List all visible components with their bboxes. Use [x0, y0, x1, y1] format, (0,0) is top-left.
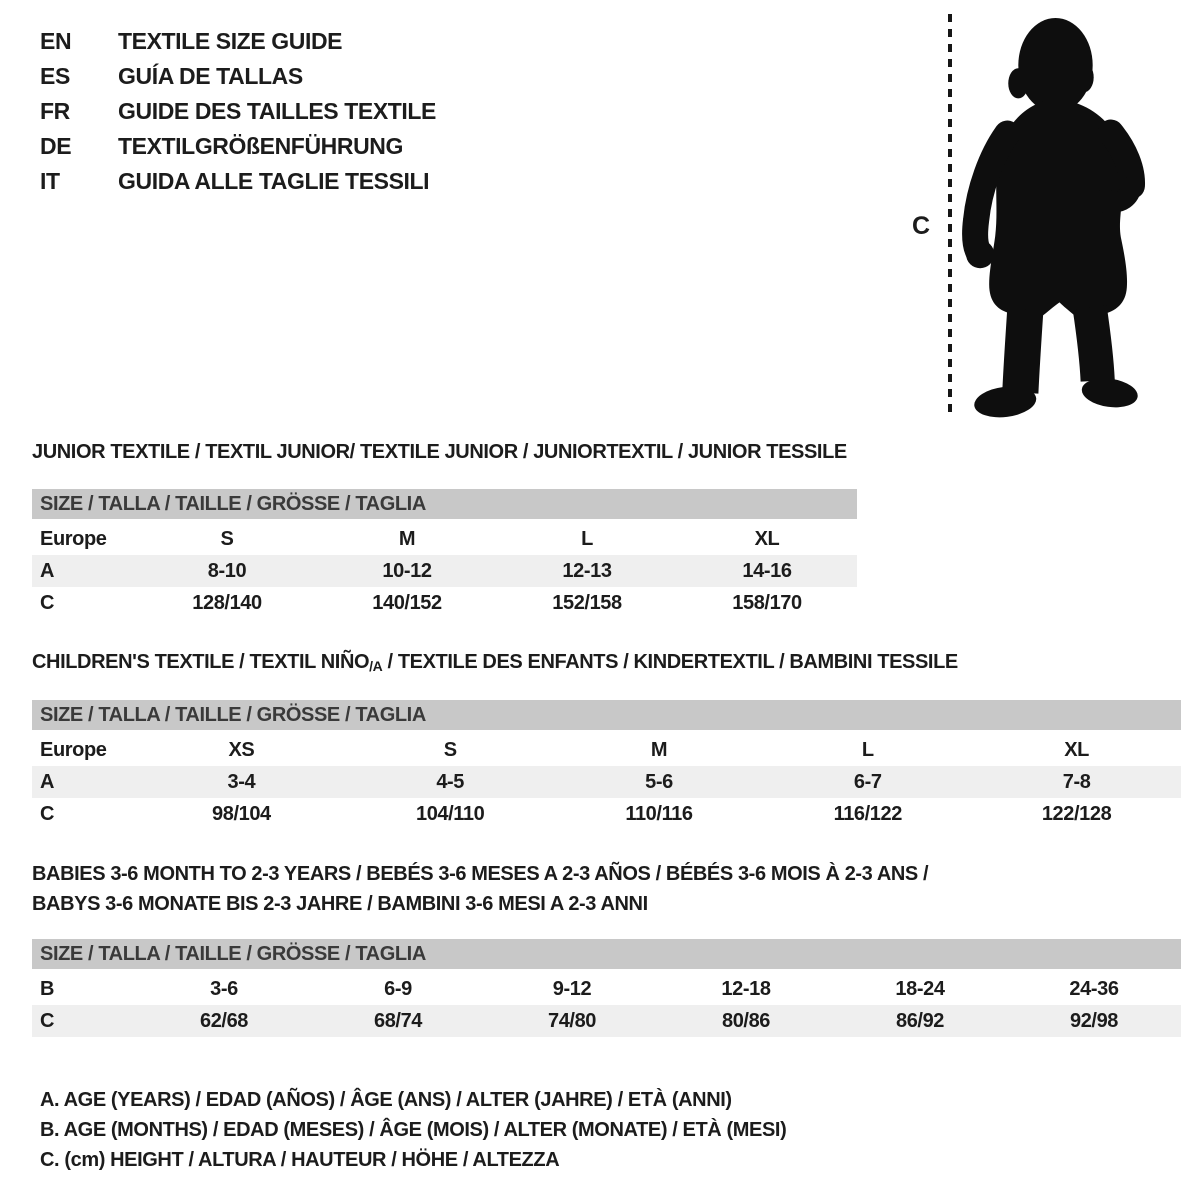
table-row — [32, 555, 857, 587]
size-header-band: SIZE / TALLA / TAILLE / GRÖSSE / TAGLIA — [32, 489, 857, 519]
table-cell: 122/128 — [1041, 803, 1112, 825]
table-cell: 152/158 — [552, 592, 622, 614]
table-row — [32, 734, 1181, 766]
table-cell: 4-5 — [436, 771, 465, 793]
table-cell: 68/74 — [373, 1010, 423, 1032]
table-cell: 10-12 — [382, 560, 432, 582]
row-label: Europe — [40, 528, 107, 550]
section-childrens-textile — [32, 651, 1200, 830]
table-cell: M — [650, 739, 668, 761]
table-cell: L — [581, 528, 593, 550]
legend-line-a: A. AGE (YEARS) / EDAD (AÑOS) / ÂGE (ANS) / ALTER (JAHRE) / ETÀ (ANNI) — [40, 1089, 732, 1111]
table-cell: 62/68 — [199, 1010, 249, 1032]
row-label: C — [40, 592, 55, 614]
table-cell: 74/80 — [547, 1010, 597, 1032]
junior-size-table — [32, 489, 857, 619]
table-cell: 86/92 — [895, 1010, 945, 1032]
height-measure-label: C — [912, 212, 930, 240]
size-header-band: SIZE / TALLA / TAILLE / GRÖSSE / TAGLIA — [32, 939, 1181, 969]
table-cell: 140/152 — [372, 592, 442, 614]
heading-text: / TEXTILE DES ENFANTS / KINDERTEXTIL / BAMBINI TESSILE — [382, 651, 958, 673]
children-size-table — [32, 700, 1181, 830]
language-code: DE — [40, 133, 72, 159]
table-row — [32, 798, 1181, 830]
heading-text: CHILDREN'S TEXTILE / TEXTIL NIÑO — [32, 651, 370, 673]
row-label: C — [40, 803, 55, 825]
table-cell: 18-24 — [895, 978, 945, 1000]
legend-line-c: C. (cm) HEIGHT / ALTURA / HAUTEUR / HÖHE / ALTEZZA — [40, 1149, 560, 1171]
section-babies-textile — [32, 859, 1200, 1037]
language-title: TEXTILE SIZE GUIDE — [118, 28, 343, 54]
table-cell: S — [220, 528, 234, 550]
heading-subscript: /A — [369, 658, 383, 674]
language-title: GUIDE DES TAILLES TEXTILE — [118, 98, 436, 124]
table-cell: 92/98 — [1069, 1010, 1119, 1032]
table-cell: L — [861, 739, 874, 761]
section-heading — [32, 859, 1200, 919]
table-cell: 12-18 — [721, 978, 771, 1000]
table-cell: 7-8 — [1062, 771, 1091, 793]
table-cell: 3-4 — [227, 771, 256, 793]
table-cell: 8-10 — [207, 560, 247, 582]
table-cell: 128/140 — [192, 592, 262, 614]
table-row — [32, 973, 1181, 1005]
language-title: GUIDA ALLE TAGLIE TESSILI — [118, 168, 430, 194]
size-header-band: SIZE / TALLA / TAILLE / GRÖSSE / TAGLIA — [32, 700, 1181, 730]
section-heading: JUNIOR TEXTILE / TEXTIL JUNIOR/ TEXTILE JUNIOR / JUNIORTEXTIL / JUNIOR TESSILE — [32, 441, 847, 463]
row-label: C — [40, 1010, 55, 1032]
table-cell: 5-6 — [645, 771, 673, 793]
row-label: A — [40, 771, 55, 793]
table-cell: 80/86 — [721, 1010, 771, 1032]
row-label: Europe — [40, 739, 107, 761]
table-cell: 24-36 — [1069, 978, 1119, 1000]
language-title: GUÍA DE TALLAS — [118, 63, 303, 89]
table-row — [32, 587, 857, 619]
table-cell: 9-12 — [552, 978, 592, 1000]
section-junior-textile — [32, 441, 1200, 619]
table-cell: 6-9 — [384, 978, 412, 1000]
language-title: TEXTILGRÖßENFÜHRUNG — [118, 133, 403, 159]
legend-line-b: B. AGE (MONTHS) / EDAD (MESES) / ÂGE (MOIS) / ALTER (MONATE) / ETÀ (MESI) — [40, 1119, 787, 1141]
babies-size-table — [32, 939, 1181, 1037]
table-cell: XL — [1064, 739, 1089, 761]
table-row — [32, 1005, 1181, 1037]
language-code: ES — [40, 63, 70, 89]
section-heading — [32, 651, 1200, 674]
language-code: FR — [40, 98, 70, 124]
table-cell: 14-16 — [742, 560, 792, 582]
table-cell: XS — [228, 739, 255, 761]
row-label: B — [40, 978, 55, 1000]
table-cell: 12-13 — [562, 560, 612, 582]
language-code: EN — [40, 28, 72, 54]
table-cell: M — [398, 528, 416, 550]
table-cell: 110/116 — [625, 803, 693, 825]
table-row — [32, 766, 1181, 798]
measurement-legend — [40, 1085, 1200, 1175]
table-cell: S — [443, 739, 457, 761]
table-cell: XL — [754, 528, 780, 550]
table-cell: 104/110 — [415, 803, 485, 825]
table-row — [32, 523, 857, 555]
heading-line-2: BABYS 3-6 MONATE BIS 2-3 JAHRE / BAMBINI 3-6 MESI A 2-3 ANNI — [32, 893, 648, 915]
row-label: A — [40, 560, 55, 582]
table-cell: 3-6 — [210, 978, 238, 1000]
table-cell: 98/104 — [212, 803, 271, 825]
table-cell: 158/170 — [732, 592, 802, 614]
heading-line-1: BABIES 3-6 MONTH TO 2-3 YEARS / BEBÉS 3-6 MESES A 2-3 AÑOS / BÉBÉS 3-6 MOIS À 2-3 ANS / — [32, 863, 929, 885]
table-cell: 6-7 — [853, 771, 882, 793]
table-cell: 116/122 — [833, 803, 902, 825]
language-code: IT — [40, 168, 60, 194]
